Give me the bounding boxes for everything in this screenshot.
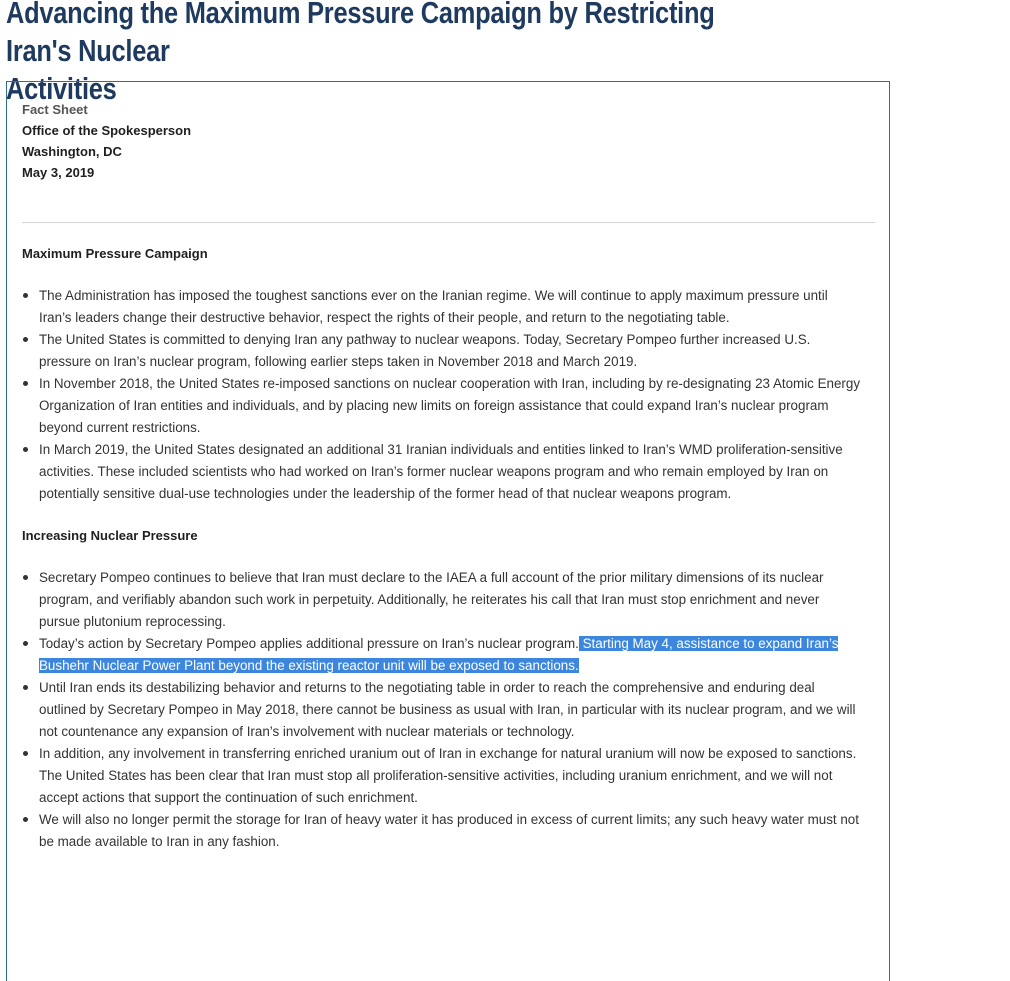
list-item-text: Secretary Pompeo continues to believe that Iran must declare to the IAEA a full account of the prior military dimensions of its nuclear program, and verifiably abandon such work in perpetuity. Additionally, he reiterates his call that Iran must stop enrichment and never pursue plutonium reprocessing. [39, 570, 824, 629]
maximum-pressure-list [22, 285, 862, 505]
list-item [22, 809, 862, 853]
bullet-icon [23, 337, 28, 342]
section-heading-increasing-nuclear-pressure: Increasing Nuclear Pressure [22, 528, 198, 543]
selected-text-highlight[interactable]: Starting May 4, assistance to expand Iran’s Bushehr Nuclear Power Plant beyond the existing reactor unit will be exposed to sanctions. [39, 636, 839, 673]
location: Washington, DC [22, 144, 122, 159]
bullet-icon [23, 685, 28, 690]
list-item [22, 567, 862, 633]
list-item-text: In November 2018, the United States re-imposed sanctions on nuclear cooperation with Iran, including by re-designating 23 Atomic Energy Organization of Iran entities and individuals, and by placing new limits on foreign assistance that could expand Iran’s nuclear program beyond current restrictions. [39, 376, 861, 435]
list-item [22, 329, 862, 373]
bullet-icon [23, 641, 28, 646]
bullet-icon [23, 575, 28, 580]
list-item [22, 743, 862, 809]
publish-date: May 3, 2019 [22, 165, 95, 180]
page-title-line-2: Activities [6, 71, 117, 106]
list-item-text: In addition, any involvement in transferring enriched uranium out of Iran in exchange for natural uranium will now be exposed to sanctions. The United States has been clear that Iran must stop all proliferation-sensitive activities, including uranium enrichment, and we will not accept actions that support the continuation of such enrichment. [39, 746, 857, 805]
bullet-icon [23, 751, 28, 756]
bullet-icon [23, 817, 28, 822]
list-item-text: Until Iran ends its destabilizing behavior and returns to the negotiating table in order to reach the comprehensive and enduring deal outlined by Secretary Pompeo in May 2018, there cannot be business as usual with Iran, in particular with its nuclear program, and we will not countenance any expansion of Iran’s involvement with nuclear materials or technology. [39, 680, 856, 739]
page-title-line-1: Advancing the Maximum Pressure Campaign by Restricting Iran's Nuclear [6, 0, 715, 68]
list-item-text: We will also no longer permit the storage for Iran of heavy water it has produced in excess of current limits; any such heavy water must not be made available to Iran in any fashion. [39, 812, 859, 849]
bullet-icon [23, 447, 28, 452]
bullet-icon [23, 381, 28, 386]
list-item [22, 677, 862, 743]
fact-sheet-meta [22, 99, 191, 183]
document-type: Fact Sheet [22, 102, 88, 117]
list-item-text: Today’s action by Secretary Pompeo applies additional pressure on Iran’s nuclear program. [39, 636, 579, 651]
office-name: Office of the Spokesperson [22, 123, 192, 138]
divider [22, 222, 875, 223]
list-item-text: The United States is committed to denying Iran any pathway to nuclear weapons. Today, Secretary Pompeo further increased U.S. pressure on Iran’s nuclear program, following earlier steps taken in November 2018 and March 2019. [39, 332, 811, 369]
list-item-text: In March 2019, the United States designated an additional 31 Iranian individuals and entities linked to Iran’s WMD proliferation-sensitive activities. These included scientists who had worked on Iran’s former nuclear weapons program and who remain employed by Iran on potentially sensitive dual-use technologies under the leadership of the former head of that nuclear weapons program. [39, 442, 843, 501]
nuclear-pressure-list [22, 567, 862, 853]
bullet-icon [23, 293, 28, 298]
list-item-text: The Administration has imposed the toughest sanctions ever on the Iranian regime. We will continue to apply maximum pressure until Iran’s leaders change their destructive behavior, respect the rights of their people, and return to the negotiating table. [39, 288, 828, 325]
list-item [22, 373, 862, 439]
section-heading-maximum-pressure: Maximum Pressure Campaign [22, 246, 208, 261]
list-item [22, 633, 862, 677]
list-item [22, 285, 862, 329]
list-item [22, 439, 862, 505]
